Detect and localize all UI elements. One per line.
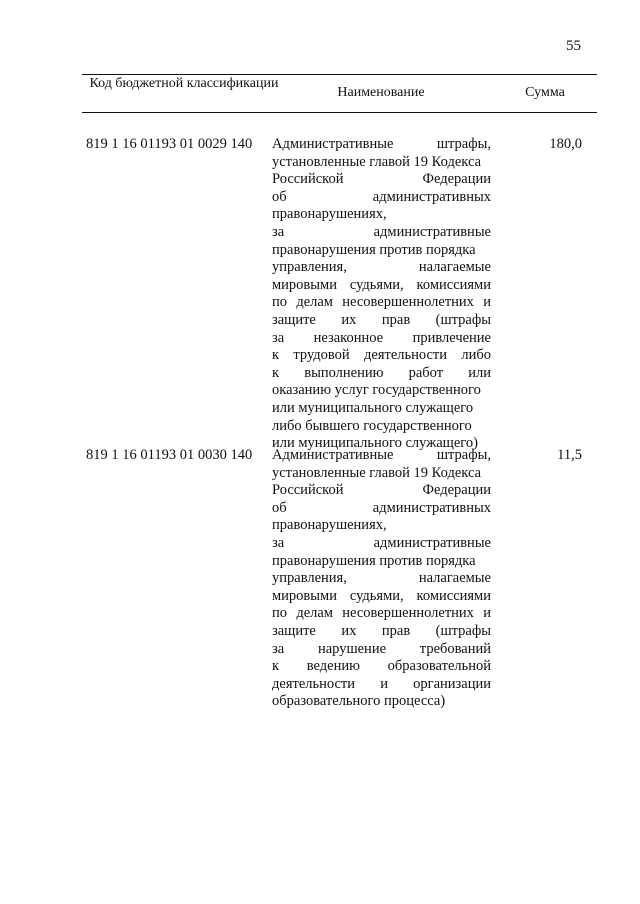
name-line: по делам несовершеннолетних и [272,294,491,311]
name-line: к ведению образовательной [272,658,491,675]
row-code: 819 1 16 01193 01 0030 140 [86,447,253,463]
table-header-top-rule [82,74,597,75]
name-line: защите их прав (штрафы [272,311,491,328]
row-name [272,447,491,711]
name-line: или муниципального служащего [272,399,474,416]
row-sum: 11,5 [557,447,582,463]
name-line: Административные штрафы, [272,136,491,152]
header-sum: Сумма [525,85,565,100]
name-line: правонарушениях, [272,206,387,223]
page-number: 55 [566,38,581,54]
name-line: или муниципального служащего) [272,435,478,452]
row-name [272,136,491,453]
name-line: Российской Федерации [272,482,491,499]
name-line: за административные [272,223,491,240]
row-code: 819 1 16 01193 01 0029 140 [86,136,253,152]
name-line: об административных [272,499,491,516]
name-line: по делам несовершеннолетних и [272,605,491,622]
name-line: об административных [272,188,491,205]
name-line: правонарушения против порядка [272,241,476,258]
name-line: установленные главой 19 Кодекса [272,153,482,170]
name-line: за нарушение требований [272,640,491,657]
name-line: за административные [272,534,491,551]
name-line: правонарушениях, [272,517,387,534]
name-line: либо бывшего государственного [272,417,472,434]
name-line: Административные штрафы, [272,447,491,463]
name-line: управления, налагаемые [272,259,491,276]
name-line: установленные главой 19 Кодекса [272,464,482,481]
header-code: Код бюджетной классификации [89,76,279,91]
name-line: образовательного процесса) [272,693,446,710]
name-line: за незаконное привлечение [272,329,491,346]
name-line: оказанию услуг государственного [272,382,481,399]
name-line: мировыми судьями, комиссиями [272,587,491,604]
name-line: деятельности и организации [272,675,491,692]
name-line: управления, налагаемые [272,570,491,587]
name-line: Российской Федерации [272,171,491,188]
name-line: к выполнению работ или [272,364,491,381]
table-header-bottom-rule [82,112,597,113]
name-line: к трудовой деятельности либо [272,347,491,364]
name-line: мировыми судьями, комиссиями [272,276,491,293]
row-sum: 180,0 [549,136,582,152]
name-line: защите их прав (штрафы [272,622,491,639]
header-name: Наименование [337,85,425,100]
name-line: правонарушения против порядка [272,552,476,569]
